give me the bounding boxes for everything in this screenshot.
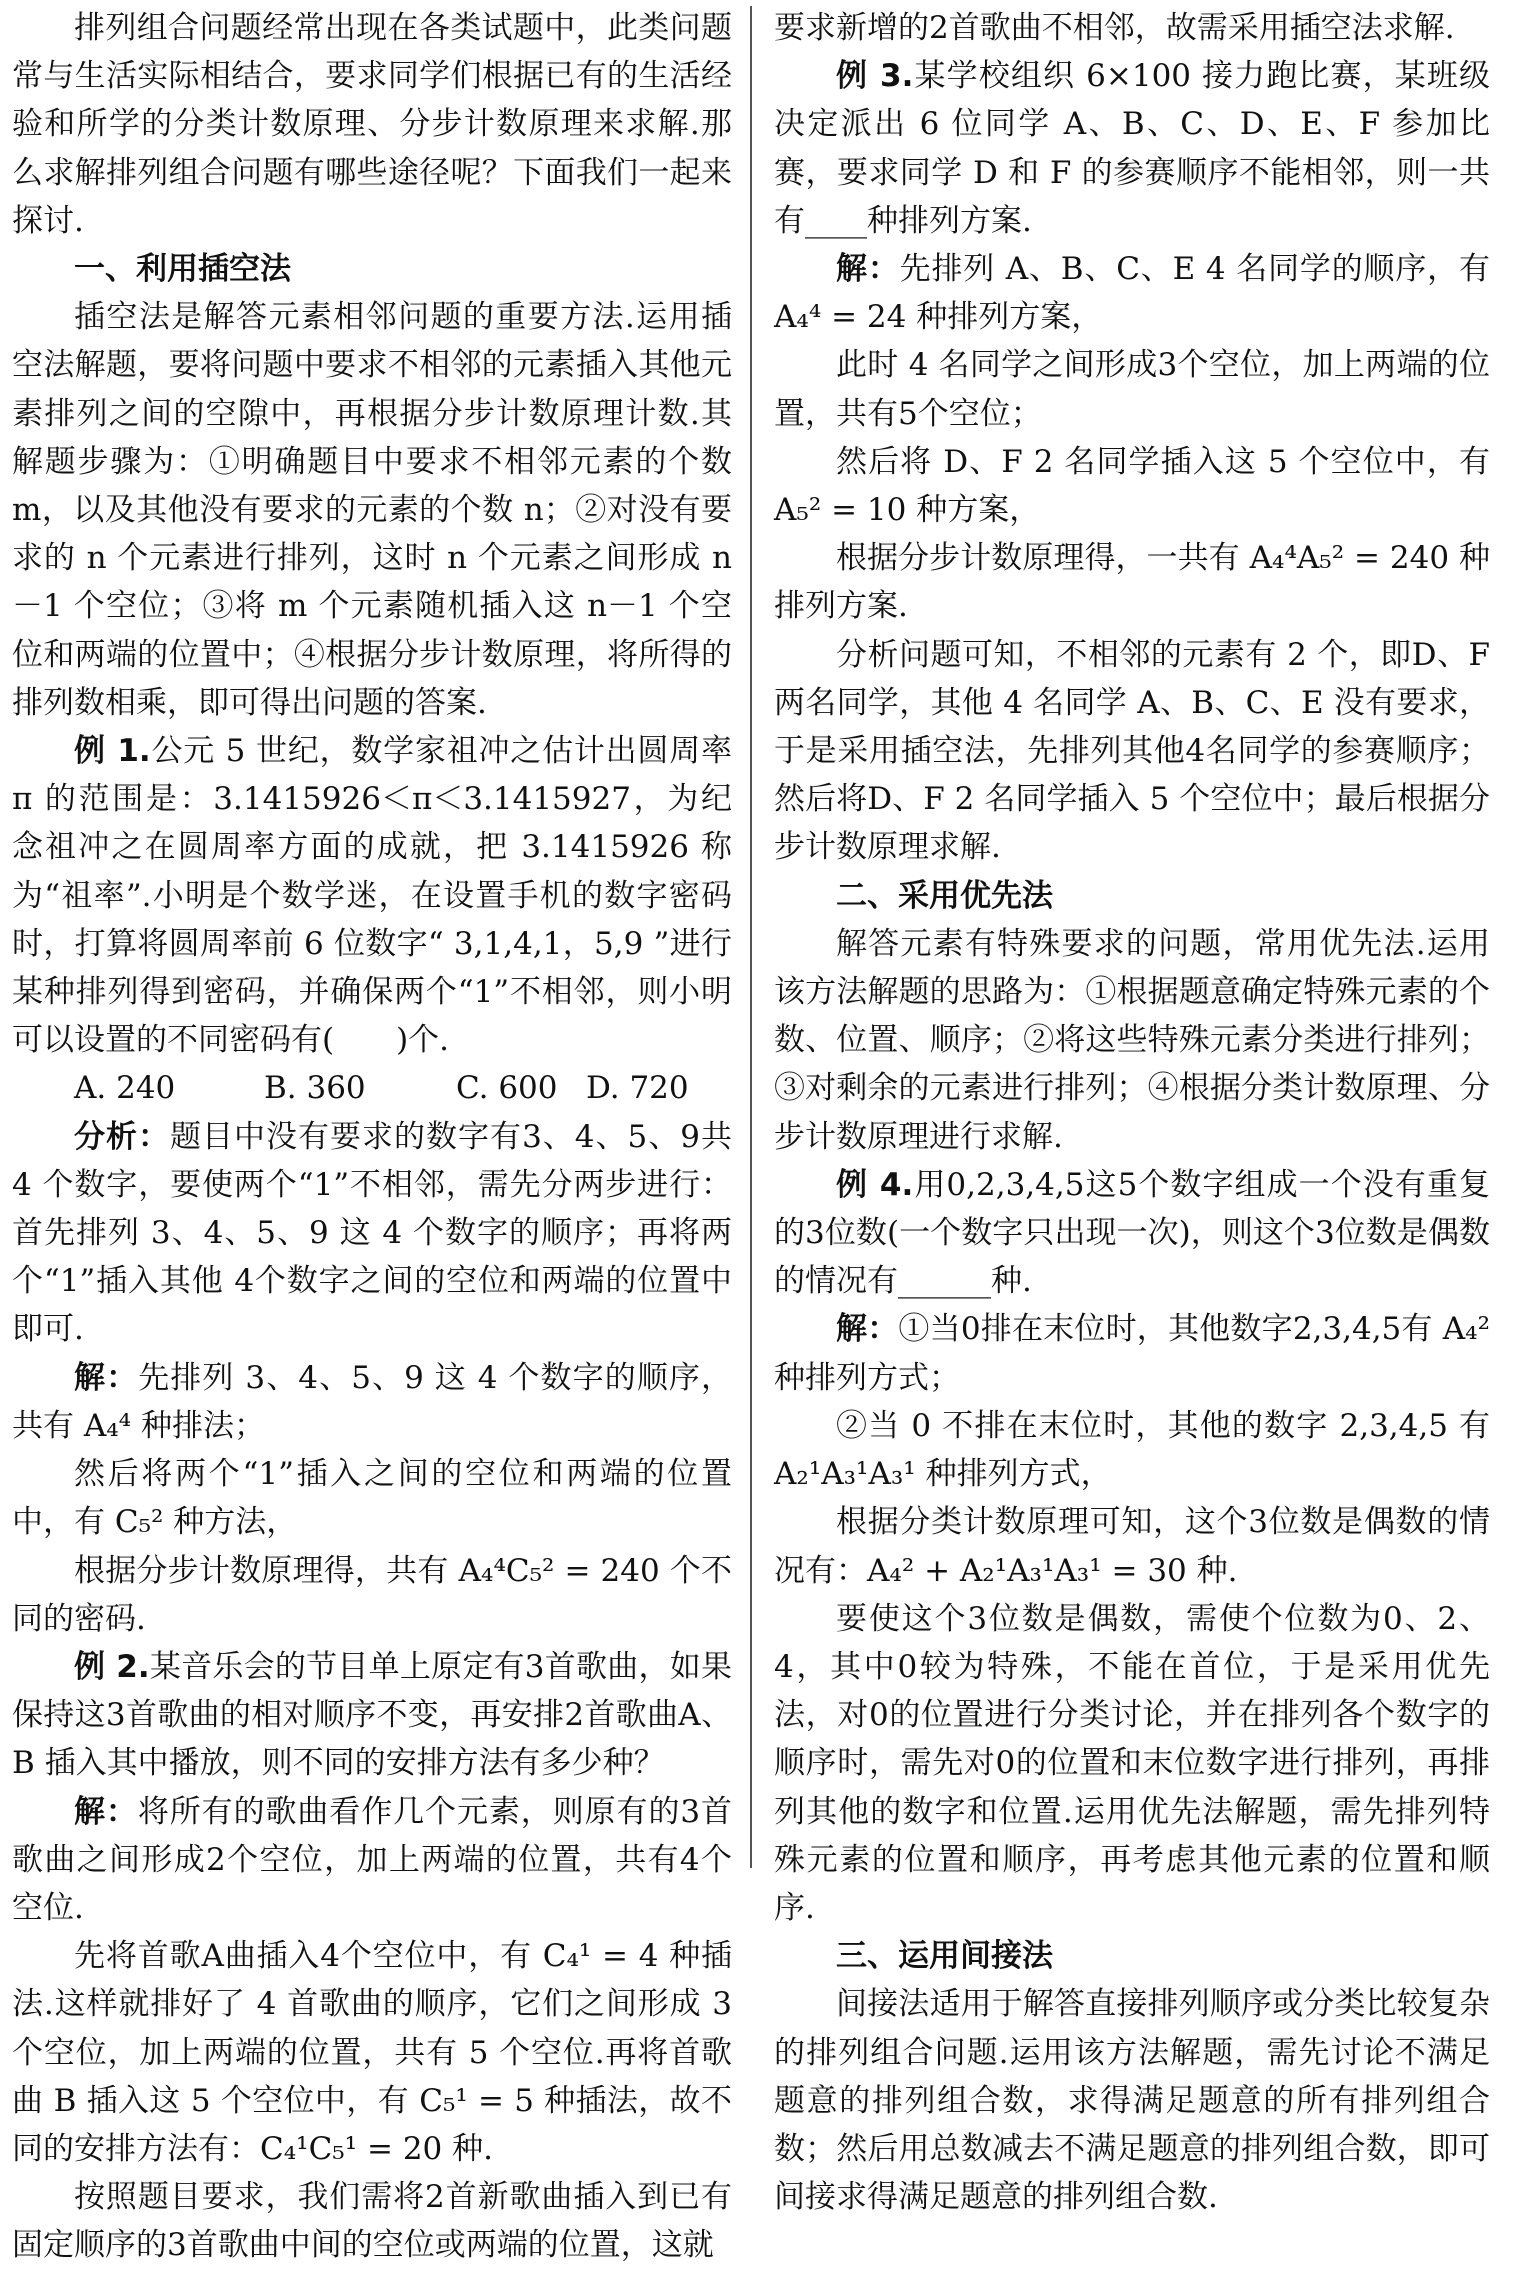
section-heading-insertion: 一、利用插空法 (74, 251, 291, 288)
solution-3 (774, 245, 1490, 341)
solution-4-analysis: 要使这个3位数是偶数，需使个位数为0、2、4，其中0较为特殊，不能在首位，于是采用优先法，对0的位置进行分类讨论，并在排列各个数字的顺序时，需先对0的位置和末位数字进行排列，再排列其他的数字和位置.运用优先法解题，需先排列特殊元素的位置和顺序，再考虑其他元素的位置和顺序. (774, 1600, 1490, 1926)
solution-1-step-3: 根据分步计数原理得，共有 A₄⁴C₅² = 240 个不同的密码. (12, 1552, 732, 1637)
solution-1-text: 先排列 3、4、5、9 这 4 个数字的顺序，共有 A₄⁴ 种排法； (12, 1359, 733, 1444)
option-c: C. 600 (456, 1070, 558, 1107)
example-1-label: 例 1. (74, 733, 151, 770)
solution-3-step-4: 根据分步计数原理得，一共有 A₄⁴A₅² = 240 种排列方案. (774, 540, 1490, 625)
section-heading-indirect: 三、运用间接法 (836, 1938, 1053, 1975)
solution-2-step-2: 先将首歌A曲插入4个空位中，有 C₄¹ = 4 种插法.这样就排好了 4 首歌曲的顺序，它们之间形成 3 个空位，加上两端的位置，共有 5 个空位.再将首歌曲 B 插入这 5 个空位中，有 C₅¹ = 5 种插法，故不同的安排方法有：C₄¹C₅¹ = 20 种. (12, 1938, 732, 2167)
solution-4-label: 解： (836, 1311, 899, 1348)
indirect-method-paragraph: 间接法适用于解答直接排列顺序或分类比较复杂的排列组合问题.运用该方法解题，需先讨论不满足题意的排列组合数，求得满足题意的所有排列组合数；然后用总数减去不满足题意的排列组合数，即可间接求得满足题意的排列组合数. (774, 1986, 1490, 2216)
analysis-1-label: 分析： (74, 1118, 171, 1155)
solution-1-step-2: 然后将两个“1”插入之间的空位和两端的位置中，有 C₅² 种方法， (12, 1456, 732, 1541)
analysis-1 (12, 1113, 732, 1354)
solution-3-label: 解： (836, 251, 900, 288)
solution-2-step-3: 按照题目要求，我们需将2首新歌曲插入到已有固定顺序的3首歌曲中间的空位或两端的位置，这就 (12, 2179, 732, 2264)
solution-1 (12, 1354, 732, 1450)
priority-method-paragraph: 解答元素有特殊要求的问题，常用优先法.运用该方法解题的思路为：①根据题意确定特殊元素的个数、位置、顺序；②将这些特殊元素分类进行排列；③对剩余的元素进行排列；④根据分类计数原理、分步计数原理进行求解. (774, 925, 1490, 1155)
example-3-label: 例 3. (836, 58, 914, 95)
solution-4-step-3: 根据分类计数原理可知，这个3位数是偶数的情况有：A₄² + A₂¹A₃¹A₃¹ = 30 种. (774, 1504, 1490, 1589)
solution-3-text: 先排列 A、B、C、E 4 名同学的顺序，有 A₄⁴ = 24 种排列方案， (774, 251, 1490, 336)
solution-4 (774, 1305, 1490, 1401)
example-4 (774, 1161, 1490, 1306)
intro-paragraph: 排列组合问题经常出现在各类试题中，此类问题常与生活实际相结合，要求同学们根据已有的生活经验和所学的分类计数原理、分步计数原理来求解.那么求解排列组合问题有哪些途径呢？下面我们一起来探讨. (12, 10, 732, 239)
example-3 (774, 52, 1490, 245)
solution-2-label: 解： (74, 1793, 138, 1830)
analysis-1-text: 题目中没有要求的数字有3、4、5、9共 4 个数字，要使两个“1”不相邻，需先分两步进行：首先排列 3、4、5、9 这 4 个数字的顺序；再将两个“1”插入其他 4个数字之间的空位和两端的位置中即可. (12, 1118, 732, 1348)
solution-2-text: 将所有的歌曲看作几个元素，则原有的3首歌曲之间形成2个空位，加上两端的位置，共有4个空位. (12, 1793, 732, 1926)
solution-1-label: 解： (74, 1359, 139, 1396)
continued-text: 要求新增的2首歌曲不相邻，故需采用插空法求解. (774, 10, 1455, 46)
solution-2 (12, 1788, 732, 1933)
left-column (12, 4, 750, 2264)
example-2-label: 例 2. (74, 1648, 150, 1685)
option-a: A. 240 (74, 1070, 176, 1107)
right-column (752, 4, 1491, 2216)
example-4-text: 用0,2,3,4,5这5个数字组成一个没有重复的3位数(一个数字只出现一次)，则这个3位数是偶数的情况有______种. (774, 1166, 1490, 1300)
solution-4-text: ①当0排在末位时，其他数字2,3,4,5有 A₄² 种排列方式； (774, 1311, 1490, 1396)
solution-3-analysis: 分析问题可知，不相邻的元素有 2 个，即D、F两名同学，其他 4 名同学 A、B、C、E 没有要求，于是采用插空法，先排列其他4名同学的参赛顺序；然后将D、F 2 名同学插入 5 个空位中；最后根据分步计数原理求解. (774, 636, 1490, 866)
example-1 (12, 727, 732, 1064)
example-1-options (12, 1064, 732, 1112)
example-2 (12, 1643, 732, 1788)
solution-3-step-3: 然后将 D、F 2 名同学插入这 5 个空位中，有 A₅² = 10 种方案， (774, 443, 1490, 529)
example-1-text: 公元 5 世纪，数学家祖冲之估计出圆周率 π 的范围是：3.1415926＜π＜3.1415927，为纪念祖冲之在圆周率方面的成就，把 3.1415926 称为“祖率”.小明是个数学迷，在设置手机的数字密码时，打算将圆周率前 6 位数字“ 3,1,4,1，5,9 ”进行某种排列得到密码，并确保两个“1”不相邻，则小明可以设置的不同密码有( )个. (12, 733, 732, 1059)
option-b: B. 360 (264, 1070, 366, 1107)
solution-3-step-2: 此时 4 名同学之间形成3个空位，加上两端的位置，共有5个空位； (774, 347, 1490, 432)
example-4-label: 例 4. (836, 1166, 914, 1203)
insertion-method-paragraph: 插空法是解答元素相邻问题的重要方法.运用插空法解题，要将问题中要求不相邻的元素插入其他元素排列之间的空隙中，再根据分步计数原理计数.其解题步骤为：①明确题目中要求不相邻元素的个数 m，以及其他没有要求的元素的个数 n；②对没有要求的 n 个元素进行排列，这时 n 个元素之间形成 n－1 个空位；③将 m 个元素随机插入这 n－1 个空位和两端的位置中；④根据分步计数原理，将所得的排列数相乘，即可得出问题的答案. (12, 299, 732, 721)
example-2-text: 某音乐会的节目单上原定有3首歌曲，如果保持这3首歌曲的相对顺序不变，再安排2首歌曲A、B 插入其中播放，则不同的安排方法有多少种？ (12, 1648, 732, 1782)
section-heading-priority: 二、采用优先法 (836, 877, 1053, 914)
example-3-text: 某学校组织 6×100 接力跑比赛，某班级决定派出 6 位同学 A、B、C、D、E、F 参加比赛，要求同学 D 和 F 的参赛顺序不能相邻，则一共有____种排列方案. (774, 58, 1491, 239)
option-d: D. 720 (586, 1070, 689, 1107)
solution-4-step-2: ②当 0 不排在末位时，其他的数字 2,3,4,5 有 A₂¹A₃¹A₃¹ 种排列方式， (774, 1407, 1490, 1493)
